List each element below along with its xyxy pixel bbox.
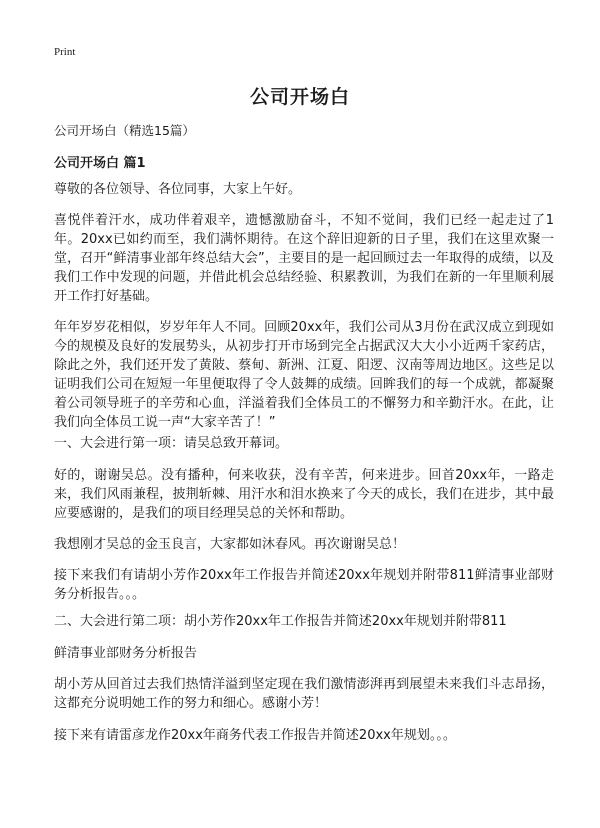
paragraph-thanks-again: 我想刚才吴总的金玉良言，大家都如沐春风。再次谢谢吴总！ (54, 537, 406, 552)
paragraph-greeting: 尊敬的各位领导、各位同事，大家上午好。 (54, 182, 302, 197)
print-label[interactable]: Print (54, 46, 76, 58)
paragraph-next-speaker: 接下来我们有请胡小芳作20xx年工作报告并简述20xx年规划并附带811鲜清事业部财务分析报告。。。 (54, 568, 554, 602)
paragraph-intro: 喜悦伴着汗水，成功伴着艰辛，遗憾激励奋斗，不知不觉间，我们已经一起走过了1年。20xx已如约而至，我们满怀期待。在这个辞旧迎新的日子里，我们在这里欢聚一堂，召开“鲜清事业部年终总结大会”，主要目的是一起回顾过去一年取得的成绩，以及我们工作中发现的问题，并借此机会总结经验、积累教训，为我们在新的一年里顺利展开工作打好基础。 (54, 213, 554, 304)
paragraph-report-name: 鲜清事业部财务分析报告 (54, 646, 198, 661)
paragraph-review: 年年岁岁花相似，岁岁年年人不同。回顾20xx年，我们公司从3月份在武汉成立到现如今的规模及良好的发展势头，从初步打开市场到完全占据武汉大大小小近两千家药店，除此之外，我们还开发了黄陂、蔡甸、新洲、江夏、阳逻、汉南等周边地区。这些足以证明我们公司在短短一年里便取得了令人鼓舞的成绩。回眸我们的每一个成就，都凝聚着公司领导班子的辛劳和心血，洋溢着我们全体员工的不懈努力和辛勤汗水。在此，让我们向全体员工说一声“大家辛苦了！” (54, 320, 554, 430)
section-heading: 公司开场白 篇1 (54, 156, 146, 171)
paragraph-agenda-item-1: 一、大会进行第一项：请吴总致开幕词。 (54, 436, 289, 451)
page-title: 公司开场白 (249, 86, 350, 108)
paragraph-closing: 接下来有请雷彦龙作20xx年商务代表工作报告并简述20xx年规划。。。 (54, 728, 456, 743)
paragraph-thanks: 好的，谢谢吴总。没有播种，何来收获，没有辛苦，何来进步。回首20xx年，一路走来，我们风雨兼程，披荆斩棘、用汗水和泪水换来了今天的成长，我们在进步，其中最应要感谢的，是我们的项目经理吴总的关怀和帮助。 (54, 468, 554, 521)
paragraph-praise: 胡小芳从回首过去我们热情洋溢到坚定现在我们激情澎湃再到展望未来我们斗志昂扬，这都充分说明她工作的努力和细心。感谢小芳！ (54, 677, 554, 711)
paragraph-agenda-item-2: 二、大会进行第二项：胡小芳作20xx年工作报告并简述20xx年规划并附带811 (54, 614, 507, 629)
document-subtitle: 公司开场白（精选15篇） (54, 123, 195, 138)
